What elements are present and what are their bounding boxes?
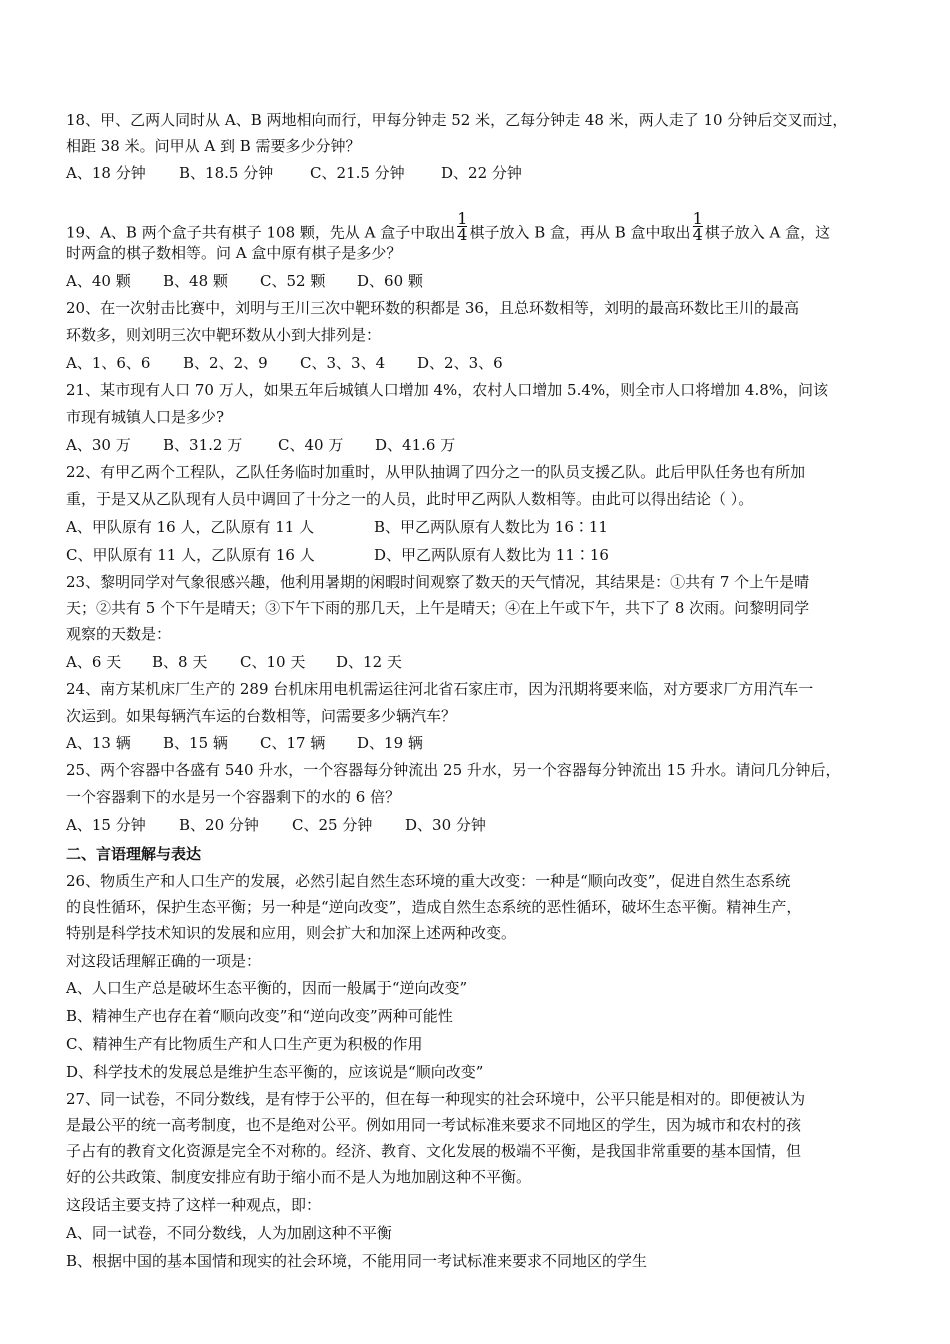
q22-option-a: A、甲队原有 16 人，乙队原有 11 人 (66, 518, 315, 536)
q19-fraction-1-denominator: 4 (457, 225, 468, 244)
q20-options (66, 353, 886, 373)
q27-line-3: 子占有的教育文化资源是完全不对称的。经济、教育、文化发展的极端不平衡，是我国非常重要的基本国情，但 (66, 1142, 802, 1160)
q20-option-d: D、2、3、6 (417, 354, 503, 372)
q25-option-b: B、20 分钟 (179, 816, 259, 834)
q23-option-b: B、8 天 (152, 653, 208, 671)
q27-prompt: 这段话主要支持了这样一种观点，即： (66, 1196, 322, 1214)
q22-line-2: 重，于是又从乙队现有人员中调回了十分之一的人员，此时甲乙两队人数相等。由此可以得出结论（ ）。 (66, 490, 754, 508)
q19-fraction-1 (457, 211, 467, 242)
q19-line-1 (66, 209, 886, 244)
q21-line-1: 21、某市现有人口 70 万人，如果五年后城镇人口增加 4%，农村人口增加 5.4%，则全市人口将增加 4.8%，问该 (66, 381, 829, 399)
q22-option-b: B、甲乙两队原有人数比为 16∶11 (374, 518, 608, 536)
q24-option-b: B、15 辆 (163, 734, 228, 752)
q23-option-a: A、6 天 (66, 653, 122, 671)
q19-text-part-1: 19、A、B 两个盒子共有棋子 108 颗，先从 A 盒子中取出 (66, 223, 456, 242)
q23-options (66, 652, 886, 672)
q19-option-c: C、52 颗 (260, 272, 326, 290)
q18-option-d: D、22 分钟 (441, 164, 522, 182)
q21-option-d: D、41.6 万 (375, 436, 456, 454)
q21-option-b: B、31.2 万 (163, 436, 243, 454)
q18-options (66, 163, 886, 183)
q20-line-1: 20、在一次射击比赛中，刘明与王川三次中靶环数的积都是 36，且总环数相等，刘明的最高环数比王川的最高 (66, 299, 799, 317)
q27-line-4: 好的公共政策、制度安排应有助于缩小而不是人为地加剧这种不平衡。 (66, 1168, 532, 1186)
q26-line-2: 的良性循环，保护生态平衡；另一种是“逆向改变”，造成自然生态系统的恶性循环，破坏生态平衡。精神生产， (66, 898, 802, 916)
q20-line-2: 环数多，则刘明三次中靶环数从小到大排列是： (66, 326, 382, 344)
q27-option-b: B、根据中国的基本国情和现实的社会环境，不能用同一考试标准来要求不同地区的学生 (66, 1252, 648, 1270)
q27-line-1: 27、同一试卷，不同分数线，是有悖于公平的，但在每一种现实的社会环境中，公平只能是相对的。即便被认为 (66, 1090, 806, 1108)
q26-line-3: 特别是科学技术知识的发展和应用，则会扩大和加深上述两种改变。 (66, 924, 517, 942)
q18-option-c: C、21.5 分钟 (310, 164, 405, 182)
q19-text-part-2: 棋子放入 B 盒，再从 B 盒中取出 (469, 223, 691, 242)
q19-option-a: A、40 颗 (66, 272, 131, 290)
q22-line-1: 22、有甲乙两个工程队，乙队任务临时加重时，从甲队抽调了四分之一的队员支援乙队。此后甲队任务也有所加 (66, 463, 806, 481)
q27-option-a: A、同一试卷，不同分数线，人为加剧这种不平衡 (66, 1224, 392, 1242)
q20-option-b: B、2、2、9 (183, 354, 268, 372)
q20-option-c: C、3、3、4 (300, 354, 386, 372)
q22-options-row-2 (66, 545, 886, 565)
q24-option-c: C、17 辆 (260, 734, 326, 752)
q19-fraction-2-denominator: 4 (692, 225, 703, 244)
q18-line-2: 相距 38 米。问甲从 A 到 B 需要多少分钟？ (66, 137, 361, 155)
q21-option-a: A、30 万 (66, 436, 131, 454)
q25-option-a: A、15 分钟 (66, 816, 146, 834)
q19-fraction-2-numerator: 1 (692, 209, 703, 228)
q19-fraction-1-numerator: 1 (457, 209, 468, 228)
q24-line-1: 24、南方某机床厂生产的 289 台机床用电机需运往河北省石家庄市，因为汛期将要来临，对方要求厂方用汽车一 (66, 680, 814, 698)
q26-option-a: A、人口生产总是破坏生态平衡的，因而一般属于“逆向改变” (66, 979, 468, 997)
q21-option-c: C、40 万 (278, 436, 344, 454)
q24-line-2: 次运到。如果每辆汽车运的台数相等，问需要多少辆汽车？ (66, 707, 457, 725)
q18-option-b: B、18.5 分钟 (179, 164, 274, 182)
q26-line-1: 26、物质生产和人口生产的发展，必然引起自然生态环境的重大改变：一种是“顺向改变”，促进自然生态系统 (66, 872, 791, 890)
q19-fraction-2 (693, 211, 703, 242)
q26-option-b: B、精神生产也存在着“顺向改变”和“逆向改变”两种可能性 (66, 1007, 453, 1025)
q24-option-a: A、13 辆 (66, 734, 131, 752)
q22-option-c: C、甲队原有 11 人，乙队原有 16 人 (66, 546, 315, 564)
q23-option-d: D、12 天 (336, 653, 402, 671)
q25-options (66, 815, 886, 835)
q19-text-part-3: 棋子放入 A 盒，这 (704, 223, 831, 242)
q19-option-d: D、60 颗 (357, 272, 423, 290)
q20-option-a: A、1、6、6 (66, 354, 151, 372)
section-2-heading: 二、言语理解与表达 (66, 845, 202, 863)
q25-option-c: C、25 分钟 (292, 816, 373, 834)
q19-line-2: 时两盒的棋子数相等。问 A 盒中原有棋子是多少？ (66, 244, 402, 262)
q23-option-c: C、10 天 (240, 653, 306, 671)
q25-line-1: 25、两个容器中各盛有 540 升水，一个容器每分钟流出 25 升水，另一个容器每分钟流出 15 升水。请问几分钟后， (66, 761, 841, 779)
q26-option-d: D、科学技术的发展总是维护生态平衡的，应该说是“顺向改变” (66, 1063, 484, 1081)
q26-option-c: C、精神生产有比物质生产和人口生产更为积极的作用 (66, 1035, 423, 1053)
q22-option-d: D、甲乙两队原有人数比为 11∶16 (374, 546, 609, 564)
q25-option-d: D、30 分钟 (405, 816, 486, 834)
q18-line-1: 18、甲、乙两人同时从 A、B 两地相向而行，甲每分钟走 52 米，乙每分钟走 48 米，两人走了 10 分钟后交叉而过， (66, 111, 848, 129)
q23-line-1: 23、黎明同学对气象很感兴趣，他利用暑期的闲暇时间观察了数天的天气情况，其结果是：①共有 7 个上午是晴 (66, 573, 810, 591)
q19-option-b: B、48 颗 (163, 272, 228, 290)
q22-options-row-1 (66, 517, 886, 537)
q21-options (66, 435, 886, 455)
q19-options (66, 271, 886, 291)
q23-line-2: 天；②共有 5 个下午是晴天；③下午下雨的那几天，上午是晴天；④在上午或下午，共下了 8 次雨。问黎明同学 (66, 599, 810, 617)
q27-line-2: 是最公平的统一高考制度，也不是绝对公平。例如用同一考试标准来要求不同地区的学生，因为城市和农村的孩 (66, 1116, 802, 1134)
q25-line-2: 一个容器剩下的水是另一个容器剩下的水的 6 倍？ (66, 788, 401, 806)
q24-options (66, 733, 886, 753)
q21-line-2: 市现有城镇人口是多少? (66, 408, 225, 426)
q24-option-d: D、19 辆 (357, 734, 423, 752)
q23-line-3: 观察的天数是： (66, 625, 172, 643)
q26-prompt: 对这段话理解正确的一项是： (66, 952, 262, 970)
q18-option-a: A、18 分钟 (66, 164, 146, 182)
